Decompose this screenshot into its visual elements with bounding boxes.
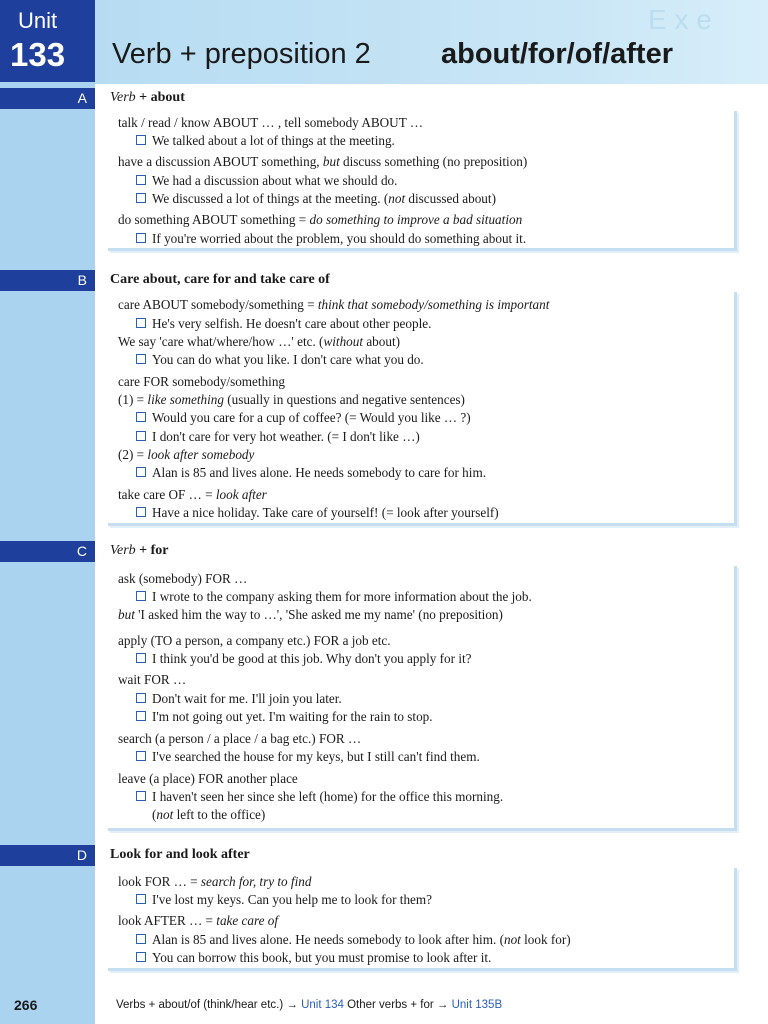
- example-sentence: Don't wait for me. I'll join you later.: [136, 690, 342, 707]
- example-sentence: I'm not going out yet. I'm waiting for the rain to stop.: [136, 708, 433, 725]
- checkbox-bullet-icon: [136, 653, 146, 663]
- checkbox-bullet-icon: [136, 693, 146, 703]
- section-b-heading: Care about, care for and take care of: [110, 272, 330, 287]
- section-c-note: but 'I asked him the way to …', 'She asked me my name' (no preposition): [118, 607, 503, 622]
- checkbox-bullet-icon: [136, 791, 146, 801]
- checkbox-bullet-icon: [136, 467, 146, 477]
- checkbox-bullet-icon: [136, 175, 146, 185]
- section-a-rule: talk / read / know ABOUT … , tell somebody ABOUT …: [118, 115, 424, 130]
- example-sentence: I think you'd be good at this job. Why don't you apply for it?: [136, 650, 472, 667]
- section-a-heading: Verb + about: [110, 90, 185, 105]
- example-sentence: I've lost my keys. Can you help me to look for them?: [136, 891, 432, 908]
- left-margin-band: [0, 0, 95, 1024]
- checkbox-bullet-icon: [136, 431, 146, 441]
- section-b-rule: care ABOUT somebody/something = think that somebody/something is important: [118, 297, 550, 312]
- section-a-rule: do something ABOUT something = do something to improve a bad situation: [118, 212, 523, 227]
- section-a-badge: A: [0, 88, 95, 109]
- example-sentence: Have a nice holiday. Take care of yourself! (= look after yourself): [136, 504, 499, 521]
- section-a-rule: have a discussion ABOUT something, but discuss something (no preposition): [118, 154, 528, 169]
- page-title: Verb + preposition 2: [112, 38, 371, 70]
- checkbox-bullet-icon: [136, 507, 146, 517]
- section-c-rule: apply (TO a person, a company etc.) FOR a job etc.: [118, 633, 391, 648]
- page-title-prepositions: about/for/of/after: [441, 38, 673, 70]
- section-d-badge: D: [0, 845, 95, 866]
- example-sentence: He's very selfish. He doesn't care about other people.: [136, 315, 431, 332]
- section-d-rule: look AFTER … = take care of: [118, 913, 279, 928]
- example-sentence: I haven't seen her since she left (home) for the office this morning.: [136, 788, 503, 805]
- section-c-rule: leave (a place) FOR another place: [118, 771, 298, 786]
- section-b-rule: care FOR somebody/something: [118, 374, 286, 389]
- example-sentence: If you're worried about the problem, you should do something about it.: [136, 230, 526, 247]
- section-b-rule: take care OF … = look after: [118, 487, 267, 502]
- unit-number: 133: [10, 36, 66, 73]
- checkbox-bullet-icon: [136, 135, 146, 145]
- checkbox-bullet-icon: [136, 318, 146, 328]
- section-d-rule: look FOR … = search for, try to find: [118, 874, 312, 889]
- checkbox-bullet-icon: [136, 952, 146, 962]
- checkbox-bullet-icon: [136, 711, 146, 721]
- example-note: (not left to the office): [152, 807, 266, 822]
- section-c-rule: wait FOR …: [118, 672, 187, 687]
- unit-134-link[interactable]: Unit 134: [301, 999, 344, 1011]
- section-d-heading: Look for and look after: [110, 847, 250, 862]
- checkbox-bullet-icon: [136, 193, 146, 203]
- example-sentence: I wrote to the company asking them for more information about the job.: [136, 588, 532, 605]
- section-c-heading: Verb + for: [110, 543, 169, 558]
- checkbox-bullet-icon: [136, 591, 146, 601]
- example-sentence: We talked about a lot of things at the meeting.: [136, 132, 395, 149]
- example-sentence: I've searched the house for my keys, but I still can't find them.: [136, 748, 480, 765]
- section-c-rule: ask (somebody) FOR …: [118, 571, 248, 586]
- section-b-meaning: (2) = look after somebody: [118, 447, 255, 462]
- checkbox-bullet-icon: [136, 412, 146, 422]
- checkbox-bullet-icon: [136, 934, 146, 944]
- example-sentence: We discussed a lot of things at the meeting. (not discussed about): [136, 190, 496, 207]
- checkbox-bullet-icon: [136, 751, 146, 761]
- unit-word: Unit: [18, 8, 58, 33]
- checkbox-bullet-icon: [136, 894, 146, 904]
- section-c-badge: C: [0, 541, 95, 562]
- example-sentence: You can do what you like. I don't care what you do.: [136, 351, 424, 368]
- example-sentence: You can borrow this book, but you must promise to look after it.: [136, 949, 491, 966]
- background-watermark: E x e: [648, 4, 712, 35]
- example-sentence: I don't care for very hot weather. (= I don't like …): [136, 428, 420, 445]
- example-sentence: Alan is 85 and lives alone. He needs somebody to look after him. (not look for): [136, 931, 571, 948]
- example-sentence: We had a discussion about what we should do.: [136, 172, 397, 189]
- checkbox-bullet-icon: [136, 233, 146, 243]
- example-sentence: Alan is 85 and lives alone. He needs somebody to care for him.: [136, 464, 486, 481]
- cross-reference-footer: Verbs + about/of (think/hear etc.) → Unit 134 Other verbs + for → Unit 135B: [116, 999, 503, 1011]
- section-b-meaning: (1) = like something (usually in questions and negative sentences): [118, 392, 465, 407]
- section-b-note: We say 'care what/where/how …' etc. (without about): [118, 334, 401, 349]
- section-b-badge: B: [0, 270, 95, 291]
- example-sentence: Would you care for a cup of coffee? (= Would you like … ?): [136, 409, 471, 426]
- section-c-rule: search (a person / a place / a bag etc.) FOR …: [118, 731, 362, 746]
- checkbox-bullet-icon: [136, 354, 146, 364]
- unit-135b-link[interactable]: Unit 135B: [451, 999, 503, 1011]
- page-number: 266: [14, 997, 38, 1013]
- unit-badge: [0, 0, 95, 82]
